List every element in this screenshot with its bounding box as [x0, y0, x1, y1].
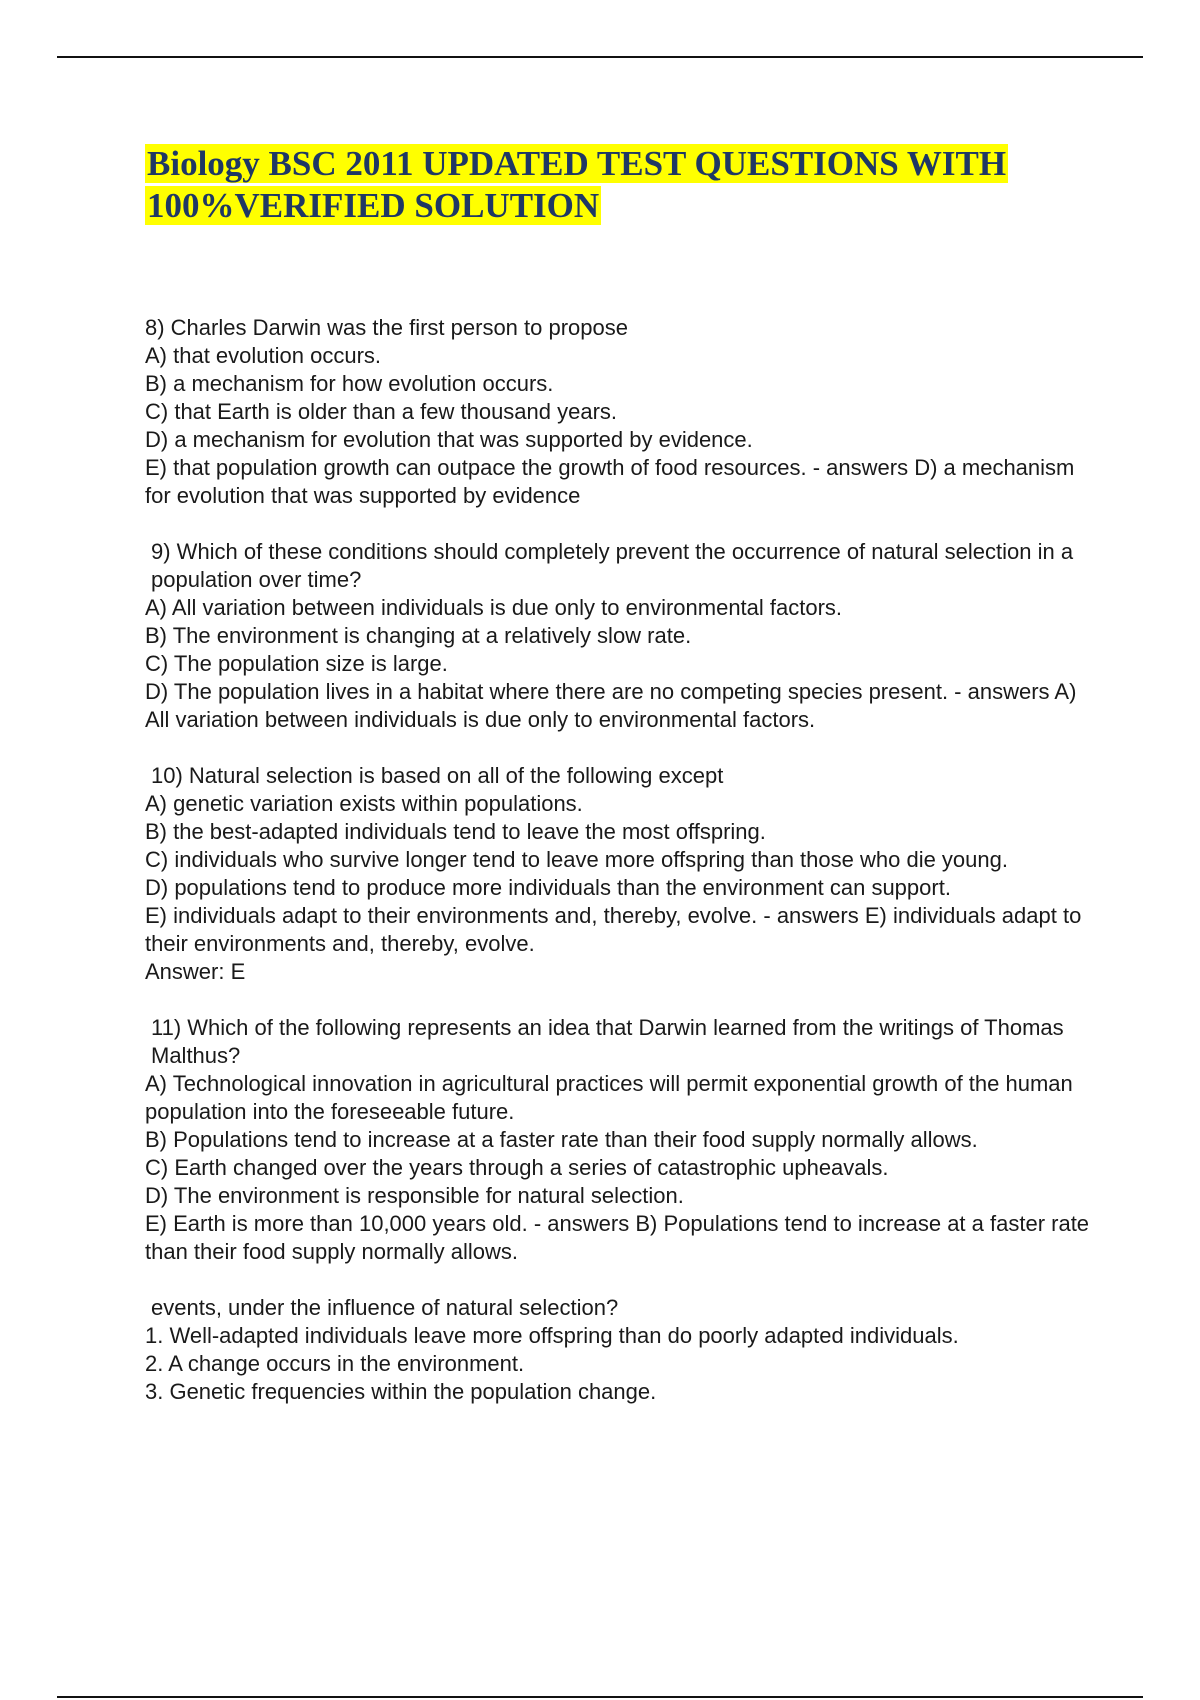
answer-option: 1. Well-adapted individuals leave more offspring than do poorly adapted individuals.: [145, 1323, 959, 1348]
question-stem: 11) Which of the following represents an idea that Darwin learned from the writings of Thomas Malthus?: [151, 1015, 1064, 1068]
answer-option: E) individuals adapt to their environments and, thereby, evolve. - answers E) individuals adapt to their environments and, thereby, evolve.: [145, 903, 1082, 956]
bottom-rule: [57, 1696, 1143, 1698]
answer-option: D) a mechanism for evolution that was supported by evidence.: [145, 427, 753, 452]
question-partial: [145, 1294, 1095, 1406]
question-stem: 10) Natural selection is based on all of the following except: [151, 763, 724, 788]
question-stem: events, under the influence of natural selection?: [151, 1295, 619, 1320]
title-highlight-line-1: Biology BSC 2011 UPDATED TEST QUESTIONS WITH: [147, 144, 1007, 183]
answer-key: Answer: E: [145, 959, 246, 984]
answer-option: B) a mechanism for how evolution occurs.: [145, 371, 554, 396]
answer-option: B) the best-adapted individuals tend to leave the most offspring.: [145, 819, 766, 844]
question-11: [145, 1014, 1095, 1266]
answer-option: B) The environment is changing at a relatively slow rate.: [145, 623, 692, 648]
answer-option: A) that evolution occurs.: [145, 343, 382, 368]
question-stem: 8) Charles Darwin was the first person to propose: [145, 315, 628, 340]
top-rule: [57, 56, 1143, 58]
question-10: [145, 762, 1095, 986]
answer-option: 2. A change occurs in the environment.: [145, 1351, 525, 1376]
answer-option: C) that Earth is older than a few thousand years.: [145, 399, 618, 424]
answer-option: D) The population lives in a habitat where there are no competing species present. - answers A) All variation between individuals is due only to environmental factors.: [145, 679, 1077, 732]
answer-option: 3. Genetic frequencies within the population change.: [145, 1379, 657, 1404]
question-stem: 9) Which of these conditions should completely prevent the occurrence of natural selection in a population over time?: [151, 539, 1074, 592]
answer-option: D) The environment is responsible for natural selection.: [145, 1183, 684, 1208]
question-9: [145, 538, 1095, 734]
answer-option: A) Technological innovation in agricultural practices will permit exponential growth of the human population into the foreseeable future.: [145, 1071, 1073, 1124]
answer-option: B) Populations tend to increase at a faster rate than their food supply normally allows.: [145, 1127, 978, 1152]
answer-option: C) Earth changed over the years through a series of catastrophic upheavals.: [145, 1155, 889, 1180]
question-list: [145, 314, 1095, 1434]
question-8: [145, 314, 1095, 510]
answer-option: E) that population growth can outpace the growth of food resources. - answers D) a mechanism for evolution that was supported by evidence: [145, 455, 1075, 508]
answer-option: A) genetic variation exists within populations.: [145, 791, 583, 816]
answer-option: C) The population size is large.: [145, 651, 448, 676]
answer-option: C) individuals who survive longer tend to leave more offspring than those who die young.: [145, 847, 1008, 872]
page-title: [145, 143, 1085, 227]
title-highlight-line-2: 100%VERIFIED SOLUTION: [147, 186, 600, 225]
answer-option: A) All variation between individuals is due only to environmental factors.: [145, 595, 843, 620]
answer-option: D) populations tend to produce more individuals than the environment can support.: [145, 875, 951, 900]
answer-option: E) Earth is more than 10,000 years old. - answers B) Populations tend to increase at a faster rate than their food supply normally allows.: [145, 1211, 1090, 1264]
